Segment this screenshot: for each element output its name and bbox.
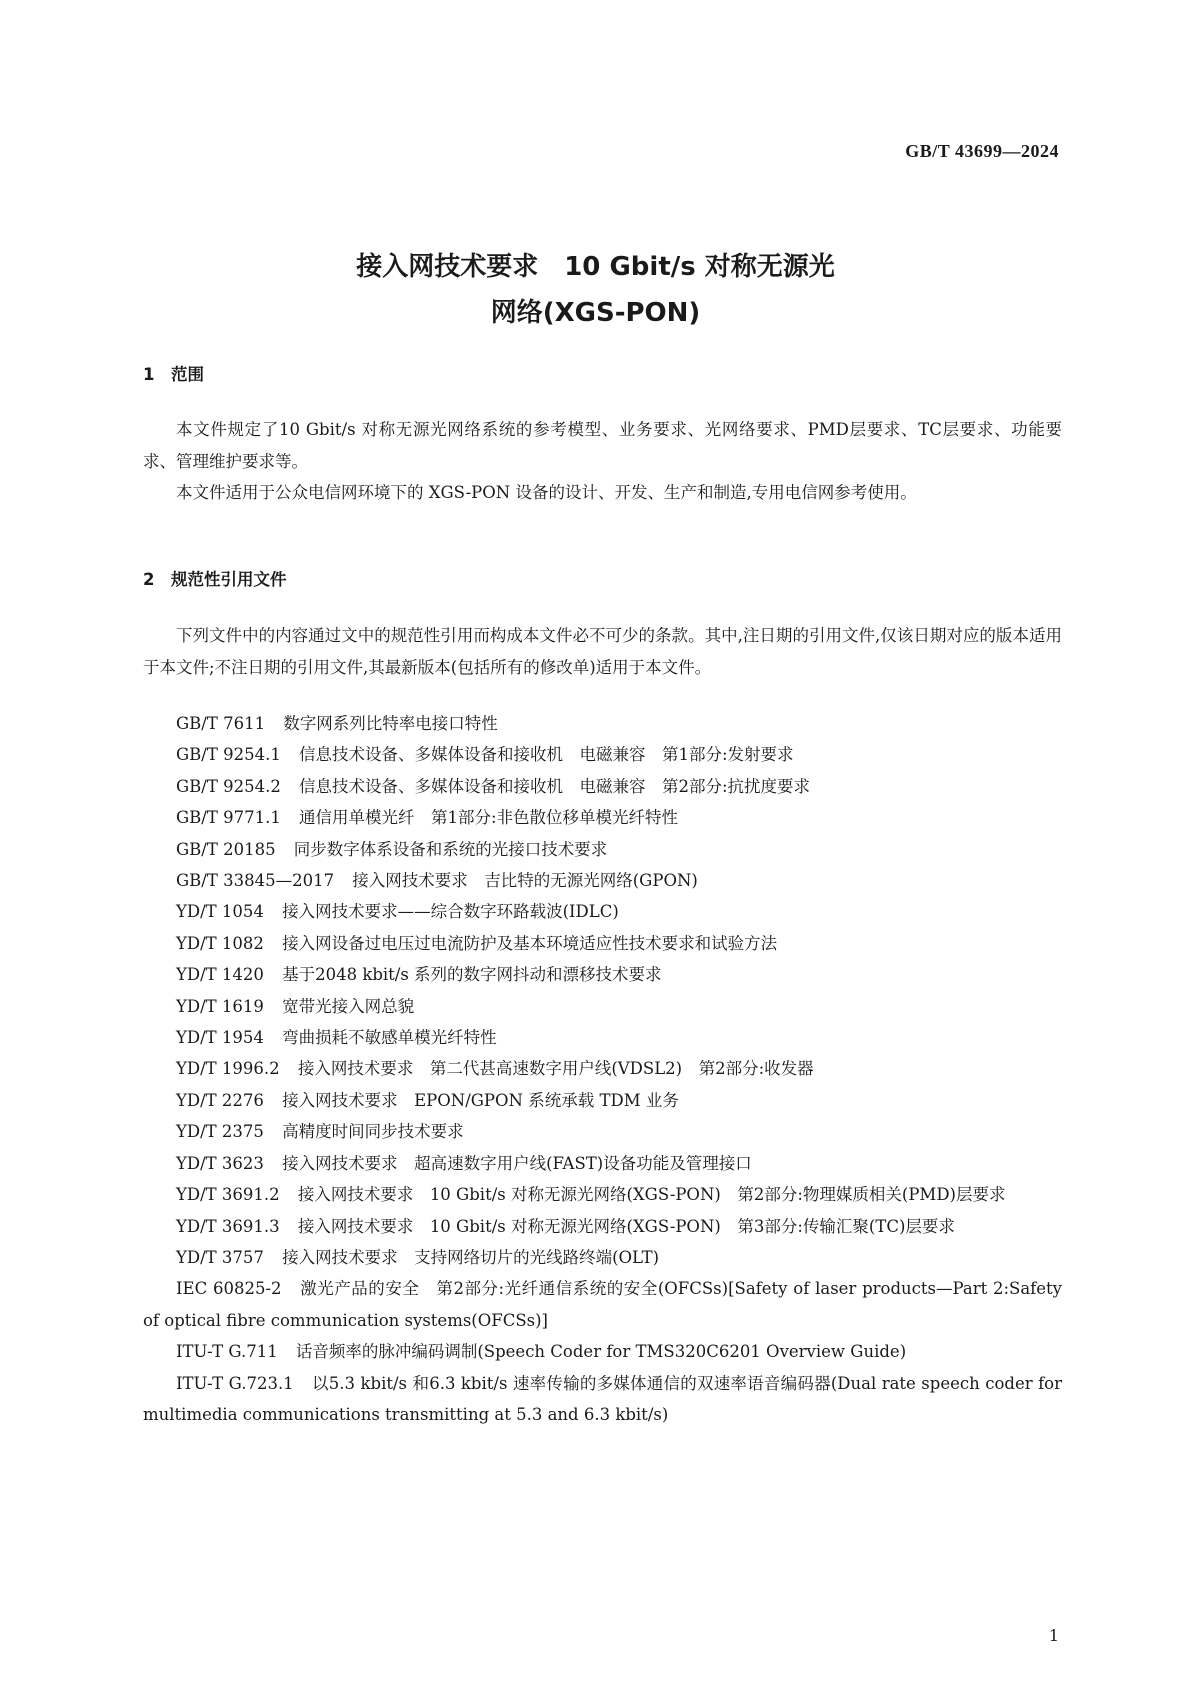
reference-code: YD/T 1619 [176, 996, 264, 1016]
section-1-heading: 1 范围 [143, 365, 204, 384]
reference-item [143, 771, 1062, 802]
reference-title: 以5.3 kbit/s 和6.3 kbit/s 速率传输的多媒体通信的双速率语音编码器(Dual rate speech coder for multimedia communications transmitting at 5.3 and 6.3 kbit/s) [143, 1373, 1062, 1424]
reference-code: IEC 60825-2 [176, 1279, 282, 1299]
reference-code: YD/T 1082 [176, 933, 264, 953]
page-number: 1 [1048, 1626, 1059, 1645]
reference-item [143, 1116, 1062, 1147]
reference-item [143, 1336, 1062, 1367]
reference-item [143, 802, 1062, 833]
reference-title: 激光产品的安全 第2部分:光纤通信系统的安全(OFCSs)[Safety of laser products—Part 2:Safety of optical fibre communication systems(OFCSs)] [143, 1279, 1063, 1330]
reference-title: 信息技术设备、多媒体设备和接收机 电磁兼容 第1部分:发射要求 [299, 745, 794, 765]
reference-item [143, 865, 1062, 896]
reference-item [143, 1148, 1062, 1179]
section-2-heading: 2 规范性引用文件 [143, 570, 287, 589]
reference-item [143, 1085, 1062, 1116]
reference-item [143, 1179, 1062, 1210]
reference-code: ITU-T G.723.1 [176, 1373, 294, 1393]
reference-title: 接入网技术要求 支持网络切片的光线路终端(OLT) [282, 1247, 660, 1267]
reference-code: YD/T 1996.2 [176, 1059, 280, 1079]
reference-code: GB/T 7611 [176, 714, 266, 733]
reference-title: 通信用单模光纤 第1部分:非色散位移单模光纤特性 [299, 808, 679, 828]
reference-code: ITU-T G.711 [176, 1342, 278, 1362]
reference-code: GB/T 9771.1 [176, 808, 281, 828]
reference-title: 接入网技术要求 第二代甚高速数字用户线(VDSL2) 第2部分:收发器 [297, 1059, 814, 1079]
reference-code: YD/T 2375 [176, 1122, 264, 1142]
scope-paragraph-1: 本文件规定了10 Gbit/s 对称无源光网络系统的参考模型、业务要求、光网络要求、PMD层要求、TC层要求、功能要求、管理维护要求等。 [143, 420, 1062, 471]
reference-title: 接入网设备过电压过电流防护及基本环境适应性技术要求和试验方法 [282, 933, 778, 953]
reference-title: 高精度时间同步技术要求 [282, 1122, 464, 1142]
reference-item [143, 1242, 1062, 1273]
reference-item [143, 991, 1062, 1022]
reference-title: 接入网技术要求 10 Gbit/s 对称无源光网络(XGS-PON) 第2部分:物理媒质相关(PMD)层要求 [297, 1185, 1006, 1205]
reference-title: 宽带光接入网总貌 [282, 996, 415, 1016]
reference-item [143, 708, 1062, 739]
reference-code: YD/T 3623 [176, 1153, 264, 1173]
reference-title: 接入网技术要求——综合数字环路载波(IDLC) [282, 902, 619, 922]
reference-code: GB/T 9254.1 [176, 745, 281, 765]
reference-title: 同步数字体系设备和系统的光接口技术要求 [293, 839, 608, 859]
reference-code: YD/T 1420 [176, 965, 264, 985]
reference-item [143, 1053, 1062, 1084]
reference-title: 数字网系列比特率电接口特性 [283, 714, 498, 733]
reference-title: 信息技术设备、多媒体设备和接收机 电磁兼容 第2部分:抗扰度要求 [299, 776, 811, 796]
reference-title: 接入网技术要求 超高速数字用户线(FAST)设备功能及管理接口 [282, 1153, 752, 1173]
document-title [0, 244, 1191, 336]
reference-item [143, 739, 1062, 770]
reference-code: YD/T 3757 [176, 1247, 264, 1267]
section-2-intro: 下列文件中的内容通过文中的规范性引用而构成本文件必不可少的条款。其中,注日期的引用文件,仅该日期对应的版本适用于本文件;不注日期的引用文件,其最新版本(包括所有的修改单)适用于本文件。 [143, 626, 1062, 677]
reference-code: YD/T 3691.3 [176, 1216, 280, 1236]
reference-item [143, 1273, 1062, 1336]
reference-list [143, 708, 1062, 1430]
standard-number: GB/T 43699—2024 [905, 141, 1059, 161]
reference-code: YD/T 2276 [176, 1090, 264, 1110]
reference-item [143, 834, 1062, 865]
reference-item [143, 959, 1062, 990]
reference-title: 基于2048 kbit/s 系列的数字网抖动和漂移技术要求 [282, 965, 662, 985]
reference-code: YD/T 3691.2 [176, 1185, 280, 1205]
reference-code: YD/T 1054 [176, 902, 264, 922]
reference-title: 弯曲损耗不敏感单模光纤特性 [282, 1028, 497, 1048]
reference-title: 话音频率的脉冲编码调制(Speech Coder for TMS320C6201 Overview Guide) [295, 1342, 907, 1362]
reference-title: 接入网技术要求 EPON/GPON 系统承载 TDM 业务 [282, 1090, 679, 1110]
reference-title: 接入网技术要求 10 Gbit/s 对称无源光网络(XGS-PON) 第3部分:传输汇聚(TC)层要求 [297, 1216, 955, 1236]
section-1-body [143, 414, 1062, 509]
reference-code: YD/T 1954 [176, 1028, 264, 1048]
title-line-1: 接入网技术要求 10 Gbit/s 对称无源光 [356, 252, 835, 282]
reference-title: 接入网技术要求 吉比特的无源光网络(GPON) [352, 871, 698, 891]
reference-item [143, 1022, 1062, 1053]
reference-code: GB/T 33845—2017 [176, 871, 335, 891]
reference-item [143, 896, 1062, 927]
scope-paragraph-2: 本文件适用于公众电信网环境下的 XGS-PON 设备的设计、开发、生产和制造,专用电信网参考使用。 [176, 483, 917, 502]
reference-item [143, 1368, 1062, 1431]
reference-code: GB/T 20185 [176, 839, 276, 859]
reference-code: GB/T 9254.2 [176, 776, 281, 796]
reference-item [143, 1211, 1062, 1242]
reference-item [143, 928, 1062, 959]
title-line-2: 网络(XGS-PON) [490, 298, 701, 328]
